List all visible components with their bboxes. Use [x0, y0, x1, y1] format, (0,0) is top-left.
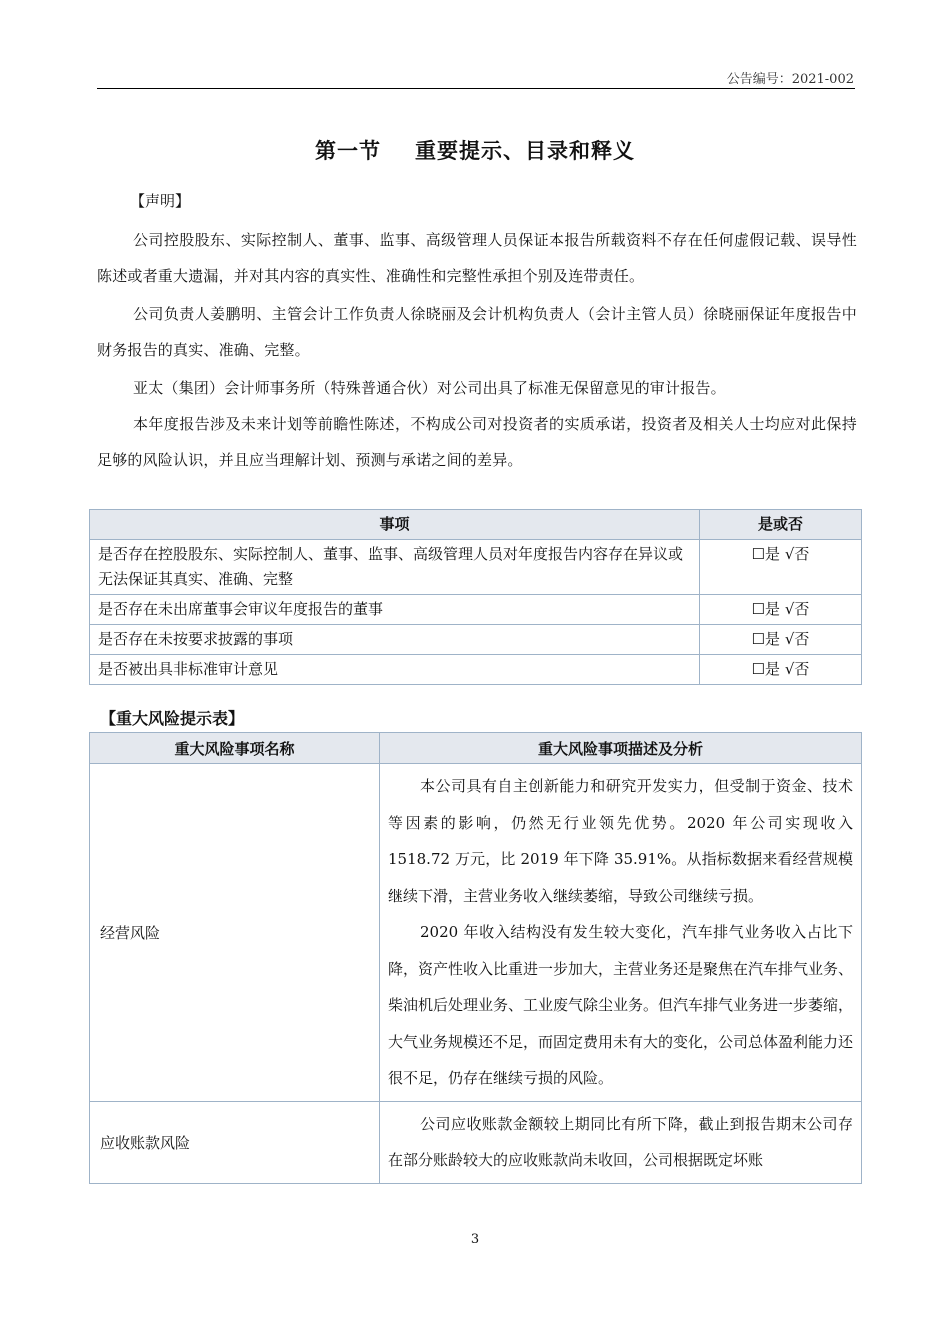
item-cell: 是否存在控股股东、实际控制人、董事、监事、高级管理人员对年度报告内容存在异议或无法保证其真实、准确、完整 [90, 540, 700, 595]
risk-name-cell: 应收账款风险 [90, 1101, 380, 1183]
table-row [90, 1101, 862, 1183]
risk-description-paragraph: 本公司具有自主创新能力和研究开发实力，但受制于资金、技术等因素的影响，仍然无行业领先优势。2020 年公司实现收入 1518.72 万元，比 2019 年下降 35.91%。从指标数据来看经营规模继续下滑，主营业务收入继续萎缩，导致公司继续亏损。 [388, 777, 853, 905]
declaration-paragraph: 公司负责人姜鹏明、主管会计工作负责人徐晓丽及会计机构负责人（会计主管人员）徐晓丽保证年度报告中财务报告的真实、准确、完整。 [97, 305, 857, 359]
column-header-answer: 是或否 [700, 510, 862, 540]
item-cell: 是否被出具非标准审计意见 [90, 655, 700, 685]
answer-cell: ☐是 √否 [700, 595, 862, 625]
table-row [90, 595, 862, 625]
table-row [90, 625, 862, 655]
header-divider [97, 88, 855, 89]
risk-name-cell: 经营风险 [90, 764, 380, 1102]
confirmation-table [89, 509, 862, 685]
table-row [90, 540, 862, 595]
table-row [90, 764, 862, 1102]
risk-table [89, 732, 862, 1184]
declaration-label: 【声明】 [130, 192, 191, 210]
risk-description-paragraph: 2020 年收入结构没有发生较大变化，汽车排气业务收入占比下降，资产性收入比重进一步加大，主营业务还是聚焦在汽车排气业务、柴油机后处理业务、工业废气除尘业务。但汽车排气业务进一步萎缩，大气业务规模还不足，而固定费用未有大的变化，公司总体盈利能力还很不足，仍存在继续亏损的风险。 [388, 923, 854, 1087]
answer-cell: ☐是 √否 [700, 625, 862, 655]
answer-cell: ☐是 √否 [700, 540, 862, 595]
column-header-risk-name: 重大风险事项名称 [90, 733, 380, 764]
section-heading: 重要提示、目录和释义 [415, 139, 635, 163]
item-cell: 是否存在未出席董事会审议年度报告的董事 [90, 595, 700, 625]
declaration-paragraph: 亚太（集团）会计师事务所（特殊普通合伙）对公司出具了标准无保留意见的审计报告。 [133, 379, 726, 397]
risk-table-label: 【重大风险提示表】 [100, 709, 245, 728]
table-header-row [90, 510, 862, 540]
section-number: 第一节 [315, 139, 381, 163]
declaration-paragraph: 公司控股股东、实际控制人、董事、监事、高级管理人员保证本报告所载资料不存在任何虚假记载、误导性陈述或者重大遗漏，并对其内容的真实性、准确性和完整性承担个别及连带责任。 [97, 231, 857, 285]
risk-description-cell [380, 1101, 862, 1183]
table-row [90, 655, 862, 685]
item-cell: 是否存在未按要求披露的事项 [90, 625, 700, 655]
column-header-risk-description: 重大风险事项描述及分析 [380, 733, 862, 764]
column-header-item: 事项 [90, 510, 700, 540]
risk-description-cell [380, 764, 862, 1102]
table-header-row [90, 733, 862, 764]
announcement-code: 公告编号：2021-002 [726, 72, 854, 87]
answer-cell: ☐是 √否 [700, 655, 862, 685]
risk-description-paragraph: 公司应收账款金额较上期同比有所下降，截止到报告期末公司存在部分账龄较大的应收账款尚未收回，公司根据既定坏账 [388, 1114, 853, 1169]
page-number: 3 [470, 1232, 480, 1247]
page-title [0, 135, 950, 165]
declaration-paragraph: 本年度报告涉及未来计划等前瞻性陈述，不构成公司对投资者的实质承诺，投资者及相关人士均应对此保持足够的风险认识，并且应当理解计划、预测与承诺之间的差异。 [97, 415, 857, 469]
